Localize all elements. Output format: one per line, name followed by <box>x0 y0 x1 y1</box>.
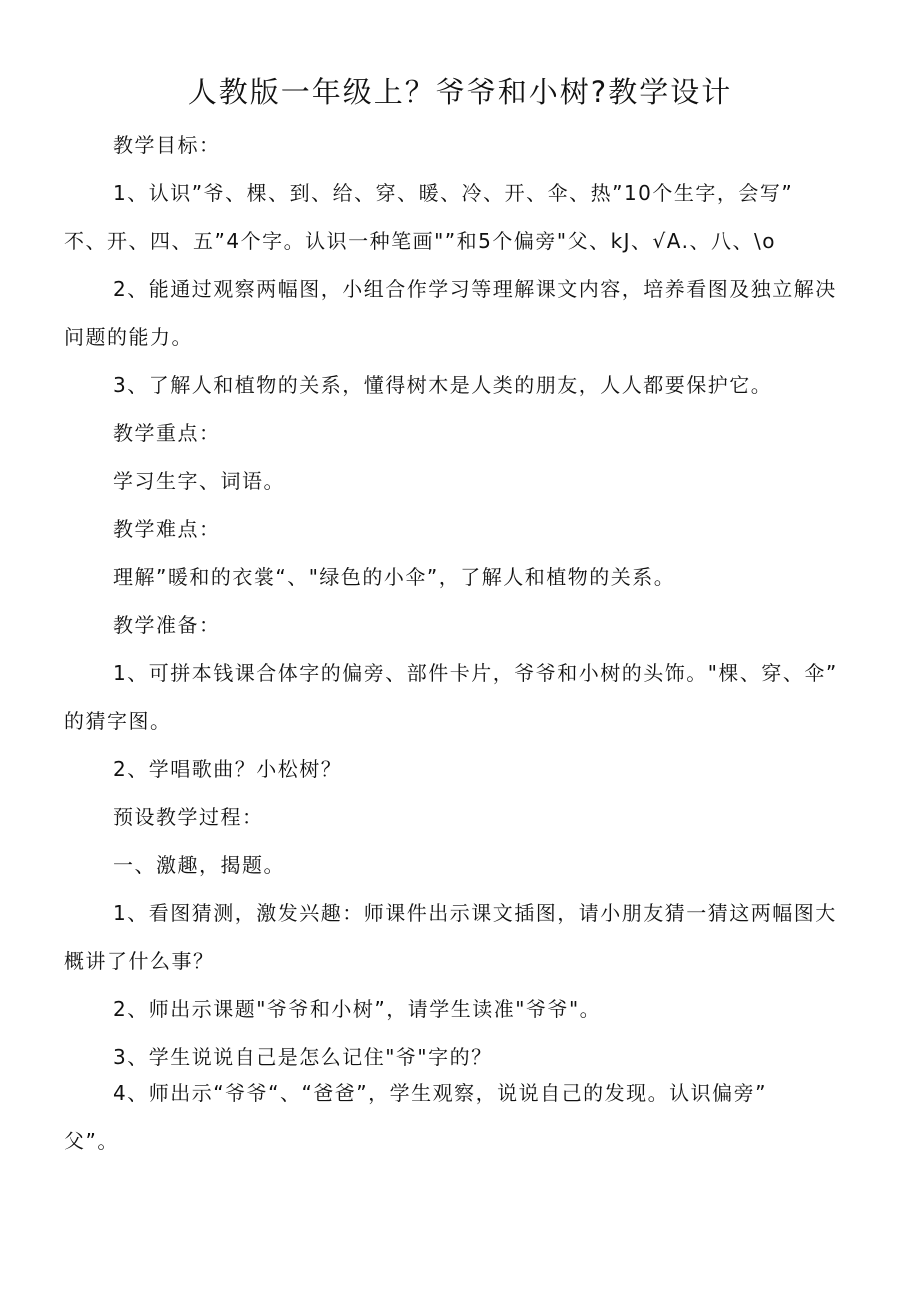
prep-2: 2、学唱歌曲？小松树？ <box>113 757 343 781</box>
heading-teaching-goals: 教学目标： <box>113 133 221 157</box>
page-title: 人教版一年级上？爷爷和小树?教学设计 <box>187 75 733 109</box>
step-1-line-1: 1、看图猜测，激发兴趣：师课件出示课文插图，请小朋友猜一猜这两幅图大 <box>113 901 837 925</box>
step-4-line-2: 父”。 <box>64 1129 119 1153</box>
heading-process: 预设教学过程： <box>113 805 264 829</box>
key-point-text: 学习生字、词语。 <box>113 469 285 493</box>
goal-3: 3、了解人和植物的关系，懂得树木是人类的朋友，人人都要保护它。 <box>113 373 773 397</box>
goal-2-line-2: 问题的能力。 <box>64 325 193 349</box>
heading-difficulties: 教学难点： <box>113 517 221 541</box>
section-1-heading: 一、激趣，揭题。 <box>113 853 285 877</box>
goal-1-line-1: 1、认识”爷、棵、到、给、穿、暖、冷、开、伞、热”10个生字，会写” <box>113 181 794 205</box>
step-2: 2、师出示课题"爷爷和小树”，请学生读准"爷爷"。 <box>113 997 602 1021</box>
goal-1-line-2: 不、开、四、五”4个字。认识一种笔画"”和5个偏旁"父、kJ、√A.、八、\o <box>64 229 776 253</box>
step-3: 3、学生说说自己是怎么记住"爷"字的？ <box>113 1045 493 1069</box>
difficulty-text: 理解”暖和的衣裳“、"绿色的小伞”，了解人和植物的关系。 <box>113 565 676 589</box>
prep-1-line-2: 的猜字图。 <box>64 709 172 733</box>
step-1-line-2: 概讲了什么事？ <box>64 949 215 973</box>
heading-preparation: 教学准备： <box>113 613 221 637</box>
goal-2-line-1: 2、能通过观察两幅图，小组合作学习等理解课文内容，培养看图及独立解决 <box>113 277 837 301</box>
prep-1-line-1: 1、可拼本钱课合体字的偏旁、部件卡片，爷爷和小树的头饰。"棵、穿、伞” <box>113 661 838 685</box>
step-4-line-1: 4、师出示“爷爷“、“爸爸”，学生观察，说说自己的发现。认识偏旁” <box>113 1081 768 1105</box>
heading-key-points: 教学重点： <box>113 421 221 445</box>
